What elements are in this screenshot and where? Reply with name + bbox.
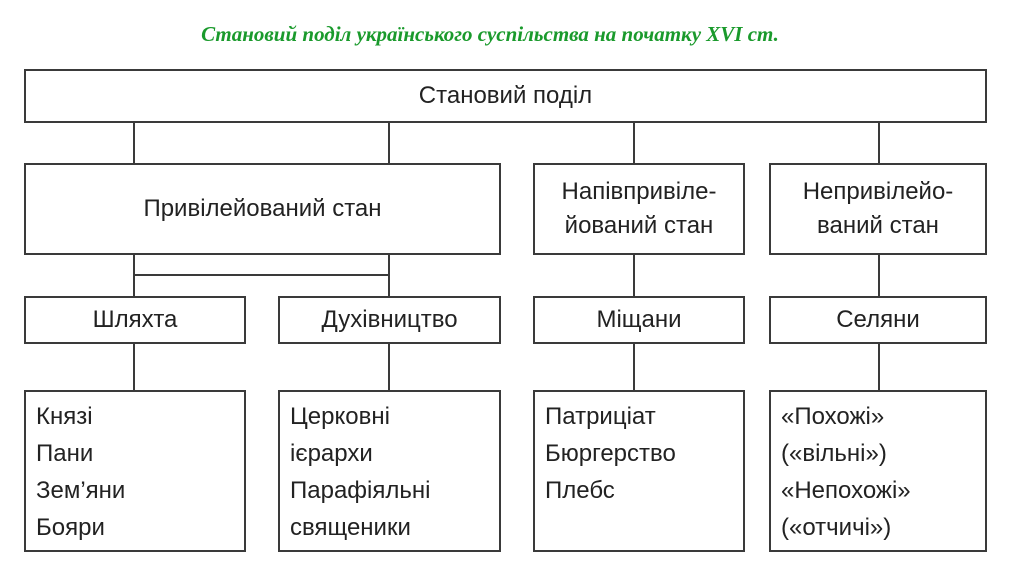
- group-label: Селяни: [836, 306, 920, 333]
- list-item: Парафіяльні: [290, 477, 431, 504]
- connector: [133, 274, 135, 298]
- connector: [878, 253, 880, 298]
- list-item: Зем’яни: [36, 477, 126, 504]
- root-label: Становий поділ: [418, 82, 593, 109]
- list-item: священики: [290, 514, 411, 541]
- list-item: («вільні»): [781, 440, 887, 467]
- connector: [633, 342, 635, 392]
- estate-box-semi-privileged: [533, 163, 745, 255]
- estate-label: Привілейований стан: [143, 195, 382, 222]
- connector: [133, 253, 135, 275]
- list-item: («отчичі»): [781, 514, 892, 541]
- list-item: «Похожі»: [781, 403, 885, 430]
- group-label: Духівництво: [321, 306, 458, 333]
- connector: [388, 342, 390, 392]
- connector: [133, 121, 135, 165]
- root-box: [24, 69, 987, 123]
- group-box-shliakhta: [24, 296, 246, 344]
- diagram-title: Становий поділ українського суспільства на початку XVI ст.: [201, 22, 779, 46]
- group-label: Шляхта: [92, 306, 178, 333]
- list-item: Пани: [36, 440, 94, 467]
- estate-label-line: ваний стан: [817, 212, 939, 239]
- list-item: Бояри: [36, 514, 105, 541]
- connector: [878, 121, 880, 165]
- list-item: «Непохожі»: [781, 477, 911, 504]
- connector: [133, 274, 390, 276]
- connector: [388, 121, 390, 165]
- items-box-peasants: [769, 390, 987, 552]
- connector: [633, 253, 635, 298]
- connector: [388, 253, 390, 275]
- estate-box-unprivileged: [769, 163, 987, 255]
- items-box-shliakhta: [24, 390, 246, 552]
- group-box-peasants: [769, 296, 987, 344]
- connector: [388, 274, 390, 298]
- items-box-clergy: [278, 390, 501, 552]
- connector: [133, 342, 135, 392]
- list-item: Церковні: [290, 403, 390, 430]
- connector: [633, 121, 635, 165]
- connector: [878, 342, 880, 392]
- list-item: ієрархи: [290, 440, 373, 467]
- items-box-townspeople: [533, 390, 745, 552]
- list-item: Плебс: [545, 477, 615, 504]
- list-item: Князі: [36, 403, 93, 430]
- estate-label-line: Напівпривіле-: [561, 178, 717, 205]
- estate-box-privileged: [24, 163, 501, 255]
- group-label: Міщани: [596, 306, 682, 333]
- group-box-clergy: [278, 296, 501, 344]
- list-item: Бюргерство: [545, 440, 676, 467]
- group-box-townspeople: [533, 296, 745, 344]
- estate-label-line: Непривілейо-: [802, 178, 954, 205]
- list-item: Патриціат: [545, 403, 656, 430]
- estate-label-line: йований стан: [564, 212, 714, 239]
